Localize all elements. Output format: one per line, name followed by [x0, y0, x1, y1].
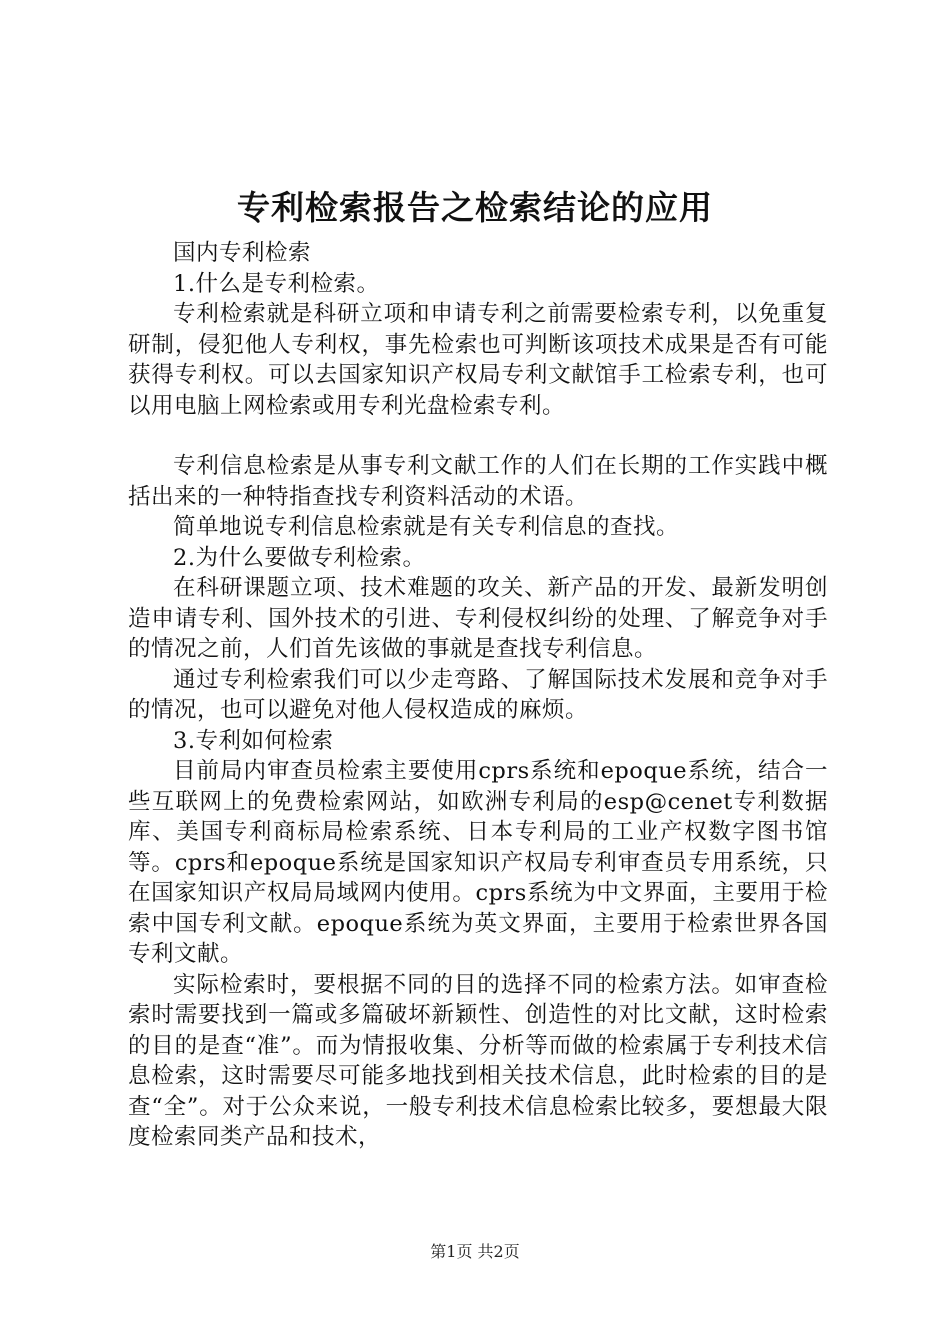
- paragraph-question-2: 2.为什么要做专利检索。: [173, 544, 426, 571]
- document-title: 专利检索报告之检索结论的应用: [237, 188, 713, 227]
- paragraph-question-3: 3.专利如何检索: [173, 727, 334, 754]
- paragraph-definition: 专利检索就是科研立项和申请专利之前需要检索专利，以免重复研制，侵犯他人专利权，事先检索也可判断该项技术成果是否有可能获得专利权。可以去国家知识产权局专利文献馆手工检索专利，也可以用电脑上网检索或用专利光盘检索专利。: [128, 301, 828, 419]
- page-footer: 第1页 共2页: [430, 1242, 520, 1261]
- paragraph-reasons: 在科研课题立项、技术难题的攻关、新产品的开发、最新发明创造申请专利、国外技术的引进、专利侵权纠纷的处理、了解竞争对手的情况之前，人们首先该做的事就是查找专利信息。: [128, 575, 828, 662]
- paragraph-question-1: 1.什么是专利检索。: [173, 270, 380, 297]
- document-body: [128, 238, 828, 1153]
- paragraph-heading-domestic: 国内专利检索: [173, 240, 312, 266]
- paragraph-methods: 实际检索时，要根据不同的目的选择不同的检索方法。如审查检索时需要找到一篇或多篇破坏新颖性、创造性的对比文献，这时检索的目的是查“准”。而为情报收集、分析等而做的检索属于专利技术信息检索，这时需要尽可能多地找到相关技术信息，此时检索的目的是查“全”。对于公众来说，一般专利技术信息检索比较多，要想最大限度检索同类产品和技术，: [128, 971, 828, 1150]
- paragraph-simple-definition: 简单地说专利信息检索就是有关专利信息的查找。: [173, 514, 680, 540]
- paragraph-info-retrieval: 专利信息检索是从事专利文献工作的人们在长期的工作实践中概括出来的一种特指查找专利资料活动的术语。: [128, 453, 828, 510]
- paragraph-systems: 目前局内审查员检索主要使用cprs系统和epoque系统，结合一些互联网上的免费检索网站，如欧洲专利局的esp@cenet专利数据库、美国专利商标局检索系统、日本专利局的工业产权数字图书馆等。cprs和epoque系统是国家知识产权局专利审查员专用系统，只在国家知识产权局局域网内使用。cprs系统为中文界面，主要用于检索中国专利文献。epoque系统为英文界面，主要用于检索世界各国专利文献。: [128, 758, 828, 967]
- paragraph-benefits: 通过专利检索我们可以少走弯路、了解国际技术发展和竞争对手的情况，也可以避免对他人侵权造成的麻烦。: [128, 666, 828, 723]
